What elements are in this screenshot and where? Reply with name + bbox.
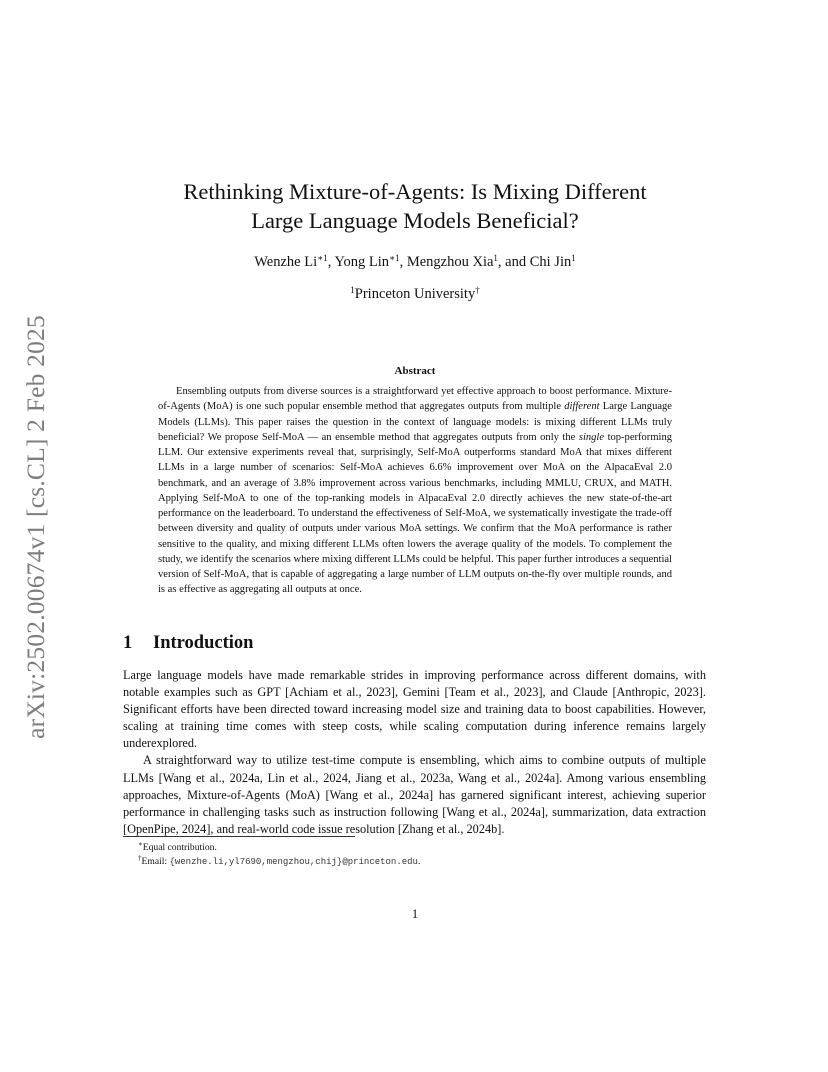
paper-title [100,177,730,235]
affiliation-name: Princeton University [354,286,476,302]
affiliation [100,284,730,304]
author-list [100,252,730,272]
section-body [123,667,706,838]
footnote-mark: ∗ [138,840,143,848]
abstract-text: Ensembling outputs from diverse sources is a straightforward yet effective approach to boost performance. Mixture-of-Agents (MoA) is one such popular ensemble method that aggregates outputs from multiple [158,386,672,413]
title-line-1: Rethinking Mixture-of-Agents: Is Mixing Different [183,179,647,204]
footnote-mark: † [138,853,142,862]
section-title: Introduction [153,633,254,653]
author-name: Mengzhou Xia [406,254,494,270]
abstract-heading: Abstract [394,365,436,377]
author-separator: , [327,254,335,270]
body-paragraph: Large language models have made remarkable strides in improving performance across different domains, with notable examples such as GPT [Achiam et al., 2023], Gemini [Team et al., 2023], and Claude [Anthropic, 2023]. Significant efforts have been directed toward increasing model size and training data to boost capabilities. However, scaling at training time comes with steep costs, while scaling computation during inference remains largely underexplored. [123,668,706,751]
section-number: 1 [123,633,133,653]
abstract-emphasis: different [564,401,600,413]
affiliation-dagger: † [475,285,480,295]
affiliation-mark: 1 [350,285,355,295]
arxiv-identifier: arXiv:2502.00674v1 [cs.CL] 2 Feb 2025 [21,315,50,739]
abstract-text: top-performing LLM. Our extensive experiments reveal that, surprisingly, Self-MoA outperforms standard MoA that mixes different LLMs in a large number of scenarios: Self-MoA achieves 6.6% improvement over MoA on the AlpacaEval 2.0 benchmark, and an average of 3.8% improvement across various benchmarks, including MMLU, CRUX, and MATH. Applying Self-MoA to one of the top-ranking models in AlpacaEval 2.0 directly achieves the new state-of-the-art performance on the leaderboard. To understand the effectiveness of Self-MoA, we systematically investigate the trade-off between diversity and quality of outputs under various MoA settings. We confirm that the MoA performance is rather sensitive to the quality, and mixing different LLMs often lowers the average quality of the models. To complement the study, we identify the scenarios where mixing different LLMs could be helpful. This paper further introduces a sequential version of Self-MoA, that is capable of aggregating a large number of LLM outputs on-the-fly over multiple rounds, and is as effective as aggregating all outputs at once. [158,431,673,596]
footnote-label: Email: [141,855,170,867]
footnote-text: Equal contribution. [142,842,217,853]
abstract-body [158,384,672,598]
page-number: 1 [411,907,419,921]
abstract-text: Large Language Models (LLMs). This paper raises the question in the context of language models: is mixing different LLMs truly beneficial? We propose Self-MoA — an ensemble method that aggregates outputs from only the [158,401,672,443]
footnote-period: . [417,855,421,867]
title-line-2: Large Language Models Beneficial? [251,208,579,233]
author-mark: 1 [571,253,576,263]
author-mark: ∗1 [317,253,328,263]
author-separator: , [399,254,407,270]
footnote-email [138,855,420,870]
section-heading [123,633,253,654]
author-name: Yong Lin [334,254,389,270]
body-paragraph: A straightforward way to utilize test-time compute is ensembling, which aims to combine outputs of multiple LLMs [Wang et al., 2024a, Lin et al., 2024, Jiang et al., 2023a, Wang et al., 2024a]. Among various ensembling approaches, Mixture-of-Agents (MoA) [Wang et al., 2024a] has garnered significant interest, achieving superior performance in challenging tasks such as instruction following [Wang et al., 2024a], summarization, data extraction [OpenPipe, 2024], and real-world code issue resolution [Zhang et al., 2024b]. [123,753,706,836]
author-mark: 1 [493,253,498,263]
abstract-emphasis: single [578,431,605,443]
footnotes [138,841,420,869]
footnote-equal-contribution [138,841,420,855]
author-name: Chi Jin [529,254,572,270]
author-separator: , and [497,254,530,270]
author-name: Wenzhe Li [254,254,318,270]
author-mark: ∗1 [388,253,400,263]
email-addresses: {wenzhe.li,yl7690,mengzhou,chij}@princeton.edu [169,856,418,867]
footnote-rule [123,836,355,837]
